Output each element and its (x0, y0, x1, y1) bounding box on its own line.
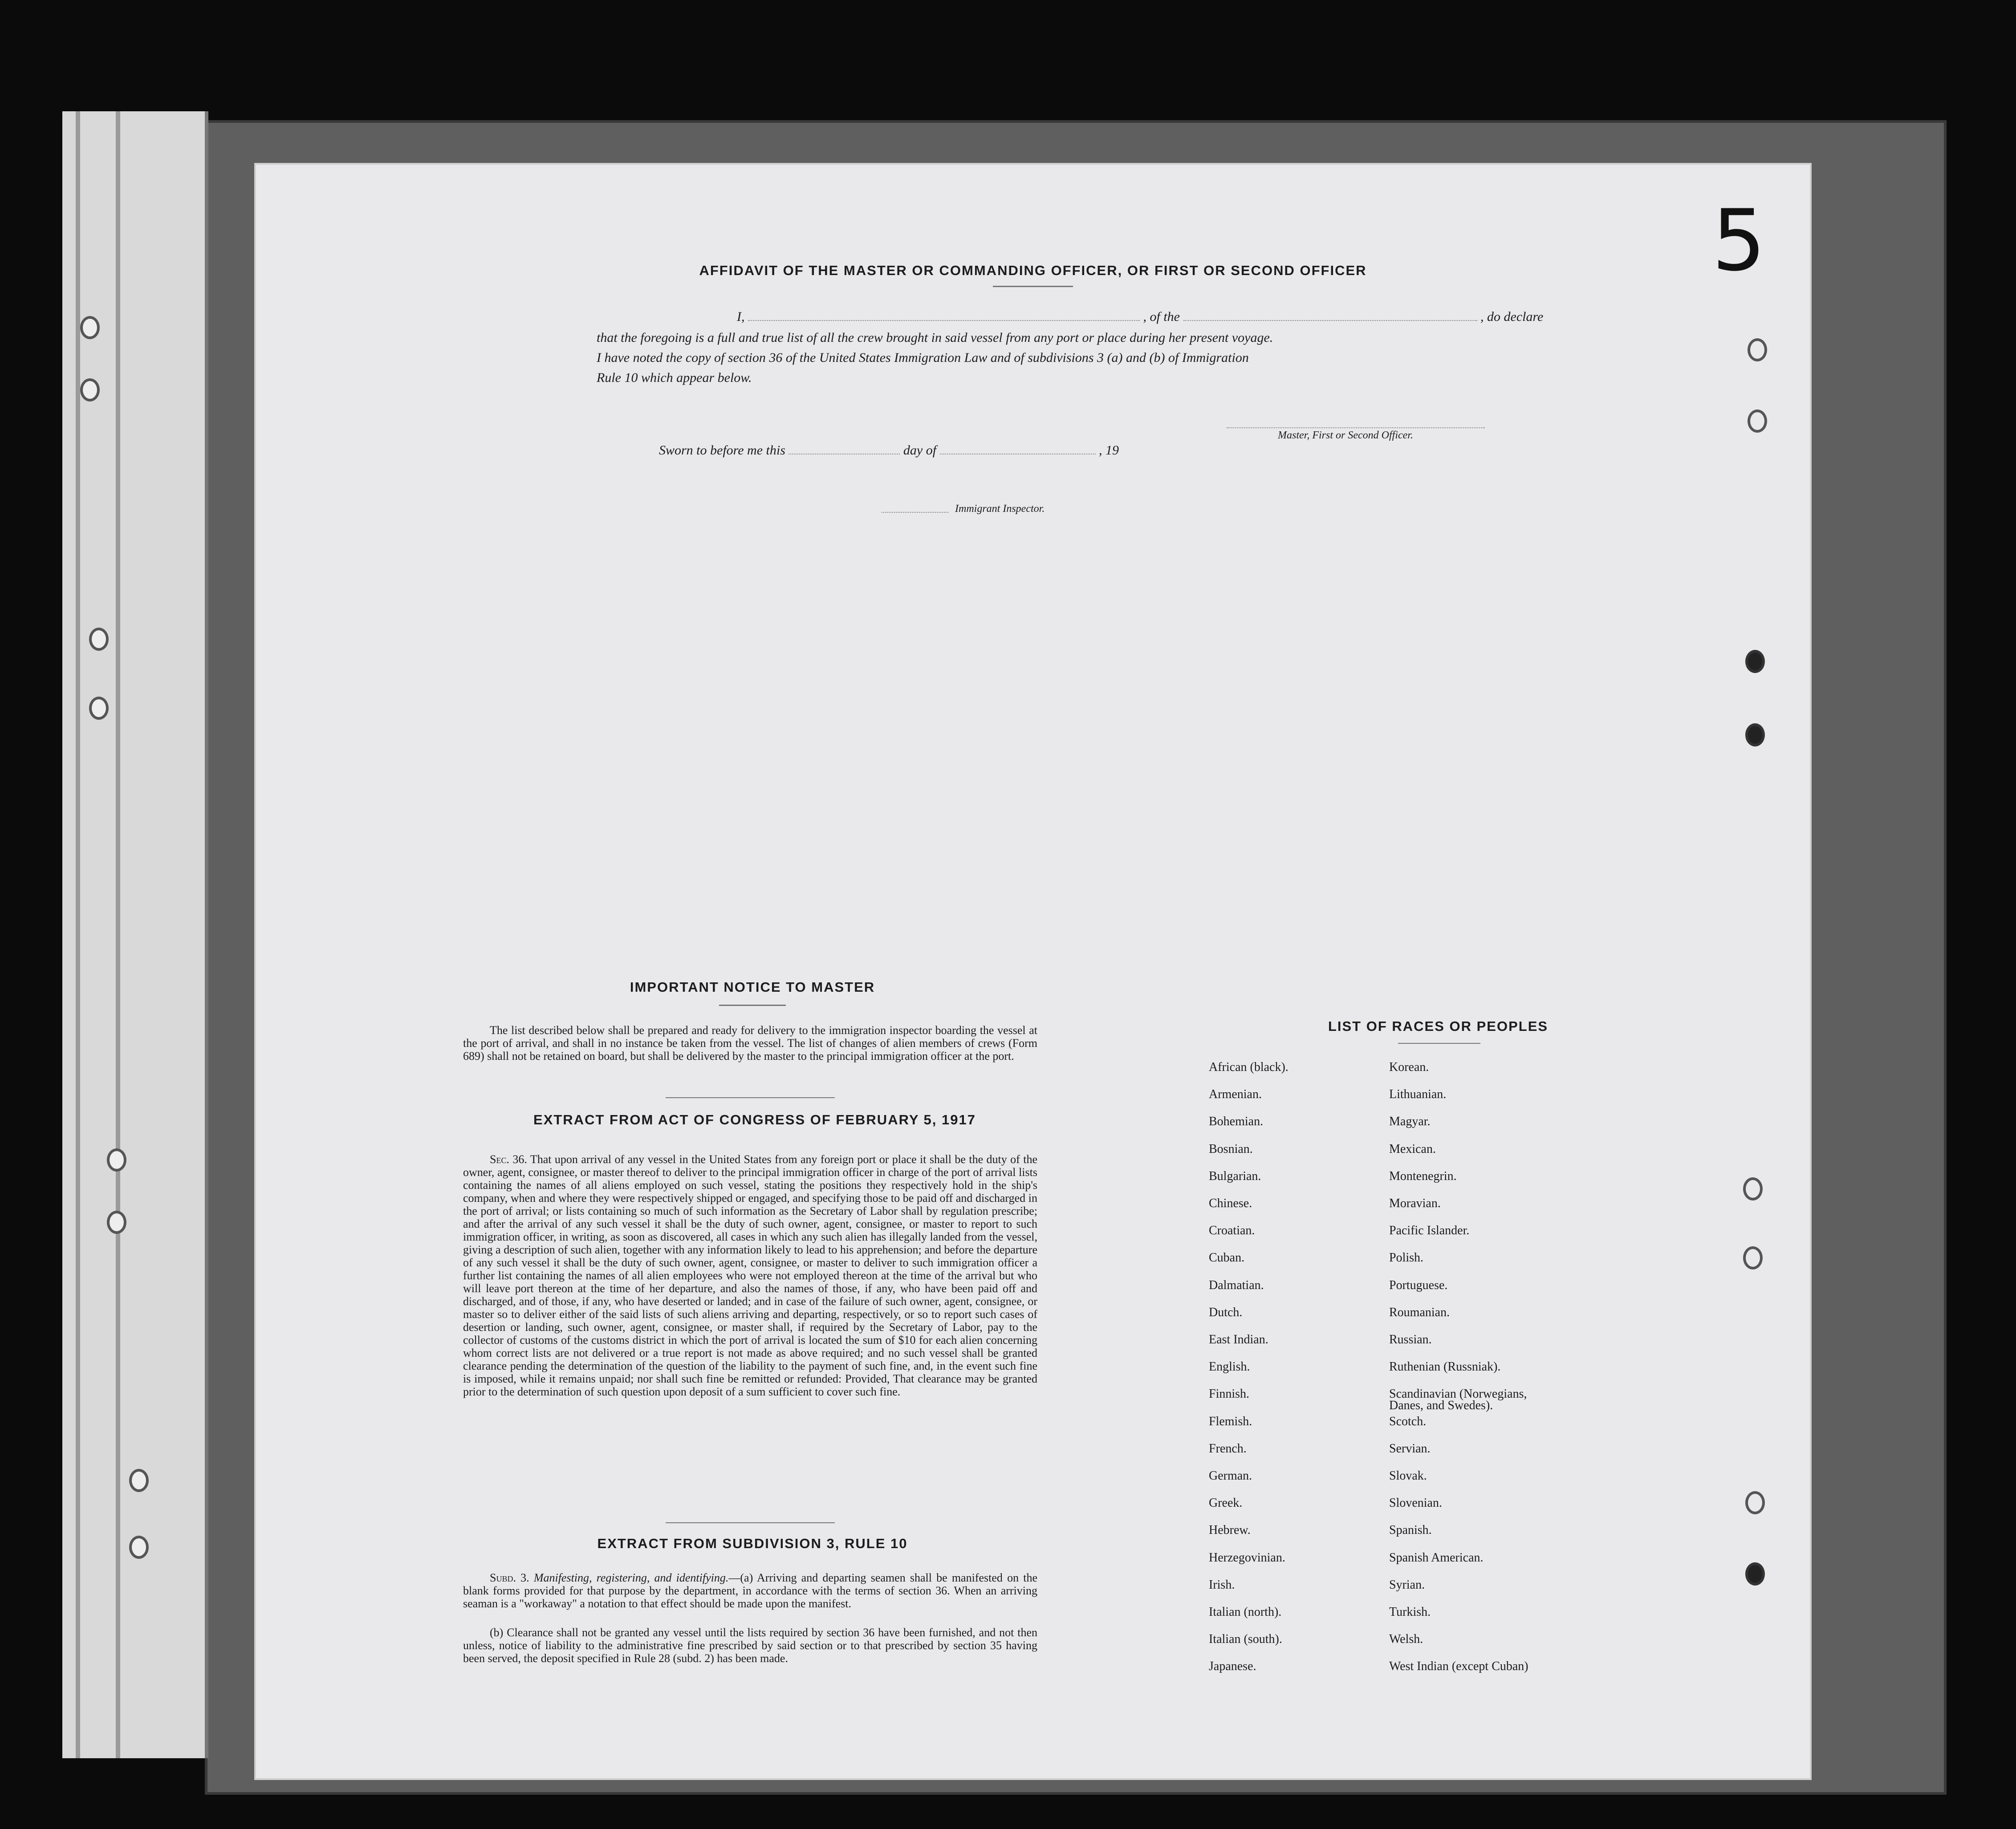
adjacent-page-edge (62, 111, 208, 1758)
race-item: Bosnian. (1209, 1142, 1253, 1156)
race-item: African (black). (1209, 1060, 1288, 1074)
race-item: Lithuanian. (1389, 1087, 1447, 1102)
race-item: Dutch. (1209, 1305, 1243, 1319)
rule-title: EXTRACT FROM SUBDIVISION 3, RULE 10 (597, 1536, 908, 1551)
race-item: Roumanian. (1389, 1305, 1450, 1319)
section-36-body: That upon arrival of any vessel in the United States from any foreign port or place it shall be the duty of the owner, agent, consignee, or master thereof to deliver to the principal immigration officer in charge of the port of arrival lists containing the names of all aliens employed on such vessel, stating the positions they respectively hold in the ship's company, when and where they were respectively shipped or engaged, and specifying those to be paid off and discharged in the port of arrival; or lists containing so much of such information as the Secretary of Labor shall by regulation prescribe; and after the arrival of any such vessel it shall be the duty of such owner, agent, consignee, or master to report to such immigration officer, in writing, as soon as discovered, all cases in which any such alien has illegally landed from the vessel, giving a description of such alien, together with any information likely to lead to his apprehension; and before the departure of any such vessel it shall be the duty of such owner, agent, consignee, or master to deliver to such immigration officer a further list containing the names of all alien employees who were not employed thereon at the time of the arrival but who will leave port thereon at the time of her departure, and also the names of those, if any, who have been paid off and discharged, and of those, if any, who have deserted or landed; and in case of the failure of such owner, agent, consignee, or master so to deliver either of the said lists of such aliens arriving and departing, respectively, or so to report such cases of desertion or landing, such owner, agent, consignee, or master shall, if required by the Secretary of Labor, pay to the collector of customs of the customs district in which the port of arrival is located the sum of $10 for each alien concerning whom correct lists are not delivered or a true report is not made as above required; and no such vessel shall be granted clearance pending the determination of the question of the liability to the payment of such fine, and, in the event such fine is imposed, while it remains unpaid; nor shall such fine be remitted or refunded: Provided, That clearance may be granted prior to the determination of such question upon deposit of a sum sufficient to cover such fine. (463, 1153, 1037, 1398)
race-item: Herzegovinian. (1209, 1550, 1285, 1565)
race-item: Irish. (1209, 1578, 1235, 1592)
declaration-of-the: , of the (1143, 309, 1180, 324)
divider (1398, 1043, 1480, 1044)
act-title: EXTRACT FROM ACT OF CONGRESS OF FEBRUARY 5, 1917 (533, 1112, 976, 1127)
punch-hole (1748, 338, 1767, 361)
subdivision-3a (463, 1571, 1037, 1610)
race-item: French. (1209, 1441, 1247, 1456)
race-item: Scandinavian (Norwegians, Danes, and Swedes). (1389, 1387, 1527, 1413)
race-item: Bohemian. (1209, 1115, 1264, 1129)
declaration-declare: , do declare (1480, 309, 1544, 324)
race-item: Dalmatian. (1209, 1278, 1264, 1292)
inspector-signature-line (882, 512, 948, 513)
inspector-label: Immigrant Inspector. (955, 503, 1045, 515)
race-item: Pacific Islander. (1389, 1224, 1470, 1238)
race-item: Welsh. (1389, 1632, 1423, 1647)
divider (993, 286, 1073, 287)
subdivision-para-a: —(a) Arriving and departing seamen shall be manifested on the blank forms provided for that purpose by the department, in accordance with the terms of section 36. When an arriving seaman is a "workaway" a notation to that effect should be made upon the manifest. (463, 1571, 1037, 1610)
page-stripe (76, 111, 80, 1758)
subdivision-label: Subd. 3. (490, 1571, 529, 1584)
punch-hole (129, 1536, 149, 1559)
notice-body: The list described below shall be prepared and ready for delivery to the immigration inspector boarding the vessel at the port of arrival, and shall in no instance be taken from the vessel. The list of changes of alien members of crews (Form 689) shall not be retained on board, but shall be delivered by the master to the principal immigration officer at the port. (463, 1024, 1037, 1063)
race-item: Servian. (1389, 1441, 1431, 1456)
sworn-day-of: day of (903, 443, 937, 458)
race-item: Spanish American. (1389, 1550, 1484, 1565)
race-item: Scotch. (1389, 1414, 1427, 1428)
race-item: Portuguese. (1389, 1278, 1448, 1292)
declaration-line-3: I have noted the copy of section 36 of the United States Immigration Law and of subdivisions 3 (a) and (b) of Immigration (597, 350, 1249, 365)
race-item: Mexican. (1389, 1142, 1436, 1156)
race-item: Flemish. (1209, 1414, 1252, 1428)
race-item: Montenegrin. (1389, 1169, 1457, 1183)
race-item: Ruthenian (Russniak). (1389, 1360, 1501, 1374)
vessel-blank (1183, 320, 1477, 321)
punch-hole (107, 1211, 126, 1234)
punch-hole (1748, 410, 1767, 433)
punch-hole (80, 378, 100, 401)
punch-hole (1745, 1491, 1765, 1514)
race-item: Syrian. (1389, 1578, 1425, 1592)
race-item: Croatian. (1209, 1224, 1255, 1238)
section-36 (463, 1153, 1037, 1398)
race-item: Spanish. (1389, 1523, 1432, 1537)
punch-hole (89, 697, 109, 720)
subdivision-heading: Manifesting, registering, and identifying. (533, 1571, 729, 1584)
page-stripe (116, 111, 120, 1758)
race-item: Korean. (1389, 1060, 1429, 1074)
sworn-year: , 19 (1099, 443, 1119, 458)
race-item: Turkish. (1389, 1605, 1431, 1619)
declaration-line-1 (737, 309, 1543, 324)
punch-hole (1743, 1246, 1763, 1269)
race-item: Polish. (1389, 1251, 1424, 1265)
race-item: East Indian. (1209, 1333, 1268, 1346)
race-item: Japanese. (1209, 1659, 1256, 1674)
master-signature-label: Master, First or Second Officer. (1278, 430, 1413, 441)
master-signature-line (1227, 427, 1485, 428)
punch-hole (107, 1148, 126, 1172)
race-item: Greek. (1209, 1496, 1243, 1510)
declaration-line-2: that the foregoing is a full and true list of all the crew brought in said vessel from any port or place during her present voyage. (597, 330, 1273, 345)
notice-title: IMPORTANT NOTICE TO MASTER (630, 979, 875, 995)
subdivision-3b: (b) Clearance shall not be granted any vessel until the lists required by section 36 have been furnished, and not then unless, notice of liability to the administrative fine prescribed by said section or to that prescribed by section 35 having been served, the deposit specified in Rule 28 (subd. 2) has been made. (463, 1626, 1037, 1665)
punch-hole (129, 1469, 149, 1492)
race-item: Cuban. (1209, 1251, 1245, 1265)
name-blank (748, 320, 1140, 321)
race-item: Magyar. (1389, 1115, 1431, 1129)
race-item: Italian (north). (1209, 1605, 1282, 1619)
punch-hole (1745, 1562, 1765, 1586)
manifest-page (256, 165, 1810, 1778)
race-item: Slovenian. (1389, 1496, 1442, 1510)
race-item: Finnish. (1209, 1387, 1250, 1401)
race-item: German. (1209, 1469, 1252, 1483)
race-item: English. (1209, 1360, 1250, 1374)
race-item: Russian. (1389, 1333, 1432, 1346)
race-item: West Indian (except Cuban) (1389, 1659, 1528, 1674)
divider (719, 1005, 786, 1006)
race-item: Armenian. (1209, 1087, 1262, 1102)
race-item: Chinese. (1209, 1196, 1252, 1210)
section-36-label: Sec. 36. (490, 1153, 527, 1166)
sworn-prefix: Sworn to before me this (659, 443, 785, 458)
race-item: Slovak. (1389, 1469, 1427, 1483)
punch-hole (89, 628, 109, 651)
declaration-line-4: Rule 10 which appear below. (597, 370, 752, 385)
race-item: Hebrew. (1209, 1523, 1251, 1537)
declaration-i: I, (737, 309, 745, 324)
divider (666, 1522, 835, 1523)
races-title: LIST OF RACES OR PEOPLES (1328, 1018, 1549, 1034)
divider (666, 1097, 835, 1098)
page-number: 5 (1712, 191, 1766, 290)
affidavit-title: AFFIDAVIT OF THE MASTER OR COMMANDING OFFICER, OR FIRST OR SECOND OFFICER (699, 263, 1367, 278)
race-item: Bulgarian. (1209, 1169, 1261, 1183)
race-item: Moravian. (1389, 1196, 1441, 1210)
punch-hole (1745, 723, 1765, 746)
punch-hole (1743, 1177, 1763, 1200)
punch-hole (1745, 650, 1765, 673)
sworn-line (659, 443, 1119, 458)
punch-hole (80, 316, 100, 339)
race-item: Italian (south). (1209, 1632, 1282, 1647)
